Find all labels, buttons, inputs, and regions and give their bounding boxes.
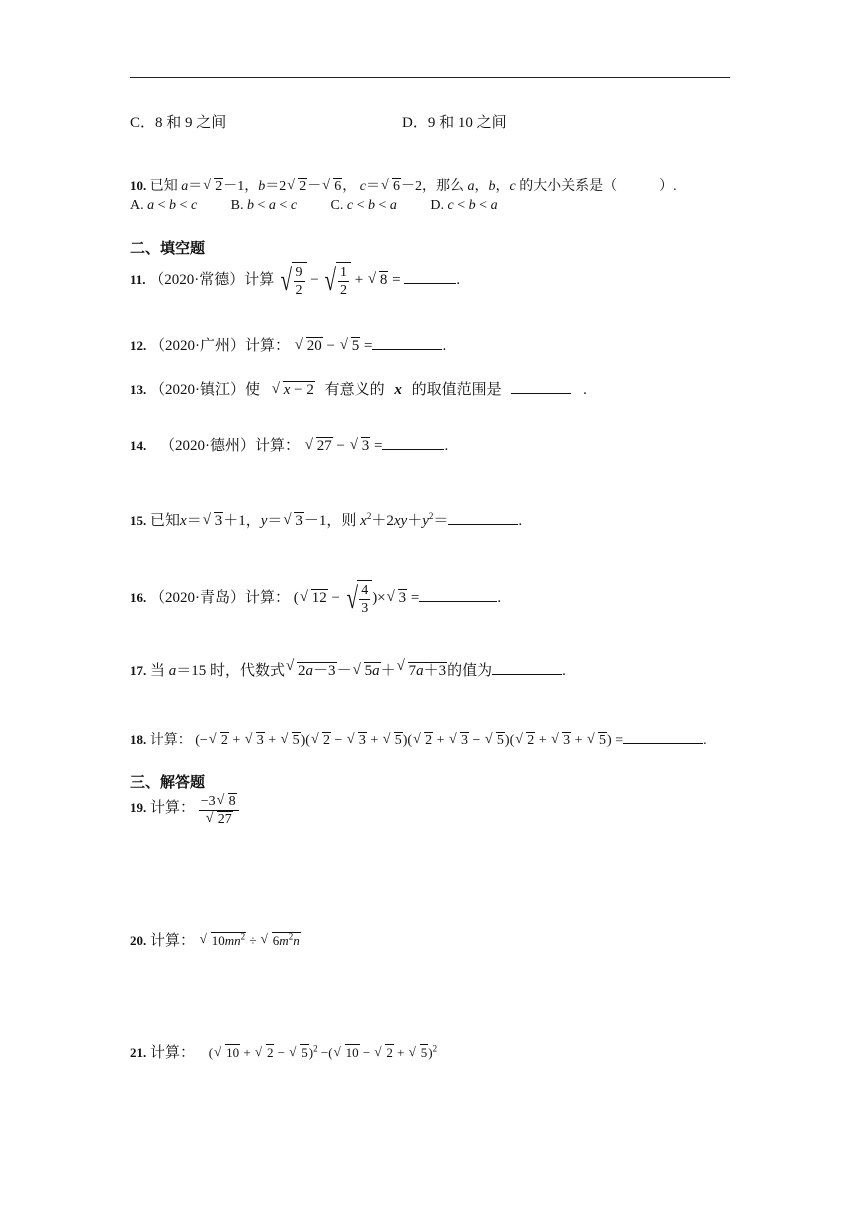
period: . xyxy=(456,271,461,288)
question-text-tail: 的值为 xyxy=(447,663,493,679)
sqrt-4-3: √ $\frac{4}{3}$ xyxy=(344,580,372,617)
answer-blank[interactable] xyxy=(419,587,497,602)
option-c: C．8 和 9 之间 xyxy=(130,115,227,131)
question-number: 18. xyxy=(130,732,147,747)
expr-b: b＝2√ 2－√ 6 xyxy=(258,179,342,194)
question-number: 17. xyxy=(130,663,147,678)
answer-blank[interactable] xyxy=(448,510,518,525)
period: . xyxy=(518,513,523,529)
answer-blank[interactable] xyxy=(492,660,562,675)
question-18: 18. 计算： (−√ 2 + √ 3 + √ 5)(√ 2 − √ 3 + √ 5)(√ 2 + √ 3 − √ 5)(√ 2 + √ 3 + √ 5) = . xyxy=(130,729,707,749)
period: . xyxy=(562,663,566,679)
question-number: 13. xyxy=(130,382,147,397)
answer-blank[interactable] xyxy=(404,269,456,284)
question-text-tail: 的取值范围是 xyxy=(411,382,502,398)
question-number: 12. xyxy=(130,338,147,353)
fraction-q19: −3√ 8 √ 27 xyxy=(199,793,239,828)
question-number: 11. xyxy=(130,271,146,287)
sqrt-9-2: √ $\frac{9}{2}$ xyxy=(278,262,306,299)
option-b: B. b < a < c xyxy=(230,198,298,213)
question-20: 20. 计算： √ $10mn^2$ ÷ √ $6m^2n$ xyxy=(130,929,301,950)
question-number: 21. xyxy=(130,1045,147,1060)
period: . xyxy=(703,733,707,748)
question-text: （2020·广州）计算： xyxy=(150,338,290,354)
question-14: 14. （2020·德州）计算： √ 27 − √ 3 = . xyxy=(130,434,448,455)
period: . xyxy=(444,438,449,454)
question-text: 计算： xyxy=(149,733,192,748)
answer-blank[interactable] xyxy=(372,335,442,350)
answer-blank[interactable] xyxy=(511,379,571,394)
question-21: 21. 计算： (√ 10 + √ 2 − √ 5)$^2$ −(√ 10 − √ 2 + √ 5)$^2$ xyxy=(130,1041,437,1062)
expr-a: a＝√ 2－1 xyxy=(181,179,244,194)
question-number: 14. xyxy=(130,438,147,453)
period: . xyxy=(583,382,587,398)
option-a: A. a < b < c xyxy=(130,198,198,213)
q10-options xyxy=(130,198,498,214)
question-text: 当 xyxy=(150,663,166,679)
question-number: 15. xyxy=(130,513,147,528)
variable-x: x xyxy=(394,382,402,398)
period: . xyxy=(497,589,502,606)
question-text: 计算： xyxy=(150,933,196,949)
question-text-mid: 时，代数式 xyxy=(210,663,286,679)
question-16: 16. （2020·青岛）计算： (√ 12 − √ $\frac{4}{3}$ )×√ 3 = . xyxy=(130,580,501,617)
question-text: （2020·德州）计算： xyxy=(160,438,300,454)
period: . xyxy=(442,338,447,354)
question-17: 17. 当 a＝15 时，代数式√ 2a－3－√ 5a＋√ 7a＋3的值为 . xyxy=(130,659,566,680)
question-number: 16. xyxy=(130,589,147,605)
option-c2: C. c < b < a xyxy=(330,198,397,213)
section-fill-in: 二、填空题 xyxy=(130,239,206,257)
question-number: 19. xyxy=(130,800,147,815)
question-text: 计算： xyxy=(150,1045,196,1061)
question-10: 10. 已知 a＝√ 2－1，b＝2√ 2－√ 6， c＝√ 6－2，那么 a，b，c 的大小关系是（ ）. xyxy=(130,175,677,195)
answer-blank[interactable] xyxy=(623,729,703,744)
question-text: （2020·青岛）计算： xyxy=(150,589,290,606)
question-19 xyxy=(130,796,239,828)
question-text: （2020·常德）计算 xyxy=(149,271,275,288)
question-number: 20. xyxy=(130,933,147,948)
question-13: 13. （2020·镇江）使 √ x − 2 有意义的 x 的取值范围是 . xyxy=(130,378,587,399)
question-text: （2020·镇江）使 xyxy=(150,382,260,398)
question-text: 已知 xyxy=(149,179,178,194)
sqrt-1-2: √ $\frac{1}{2}$ xyxy=(322,262,350,299)
question-text: 已知 xyxy=(150,513,181,529)
expr-c: c＝√ 6－2 xyxy=(360,179,422,194)
answer-blank[interactable] xyxy=(382,435,444,450)
question-text-mid: 有意义的 xyxy=(324,382,385,398)
question-11: 11. （2020·常德）计算 √ $\frac{9}{2}$ − √ $\frac{1}{2}$ + √ 8 = . xyxy=(130,262,460,299)
question-text: 计算： xyxy=(150,800,196,816)
section-solve: 三、解答题 xyxy=(130,773,206,791)
header-rule xyxy=(130,77,730,78)
option-d: D．9 和 10 之间 xyxy=(402,115,507,131)
option-d2: D. c < b < a xyxy=(430,198,498,213)
question-number: 10. xyxy=(130,178,147,193)
question-tail: ，那么 a，b，c 的大小关系是（ ）. xyxy=(421,179,677,194)
question-12: 12. （2020·广州）计算： √ 20 − √ 5 = . xyxy=(130,334,446,355)
question-15: 15. 已知x＝√ 3＋1，y＝√ 3－1，则 $x^2+2xy+y^2=$ . xyxy=(130,509,522,530)
